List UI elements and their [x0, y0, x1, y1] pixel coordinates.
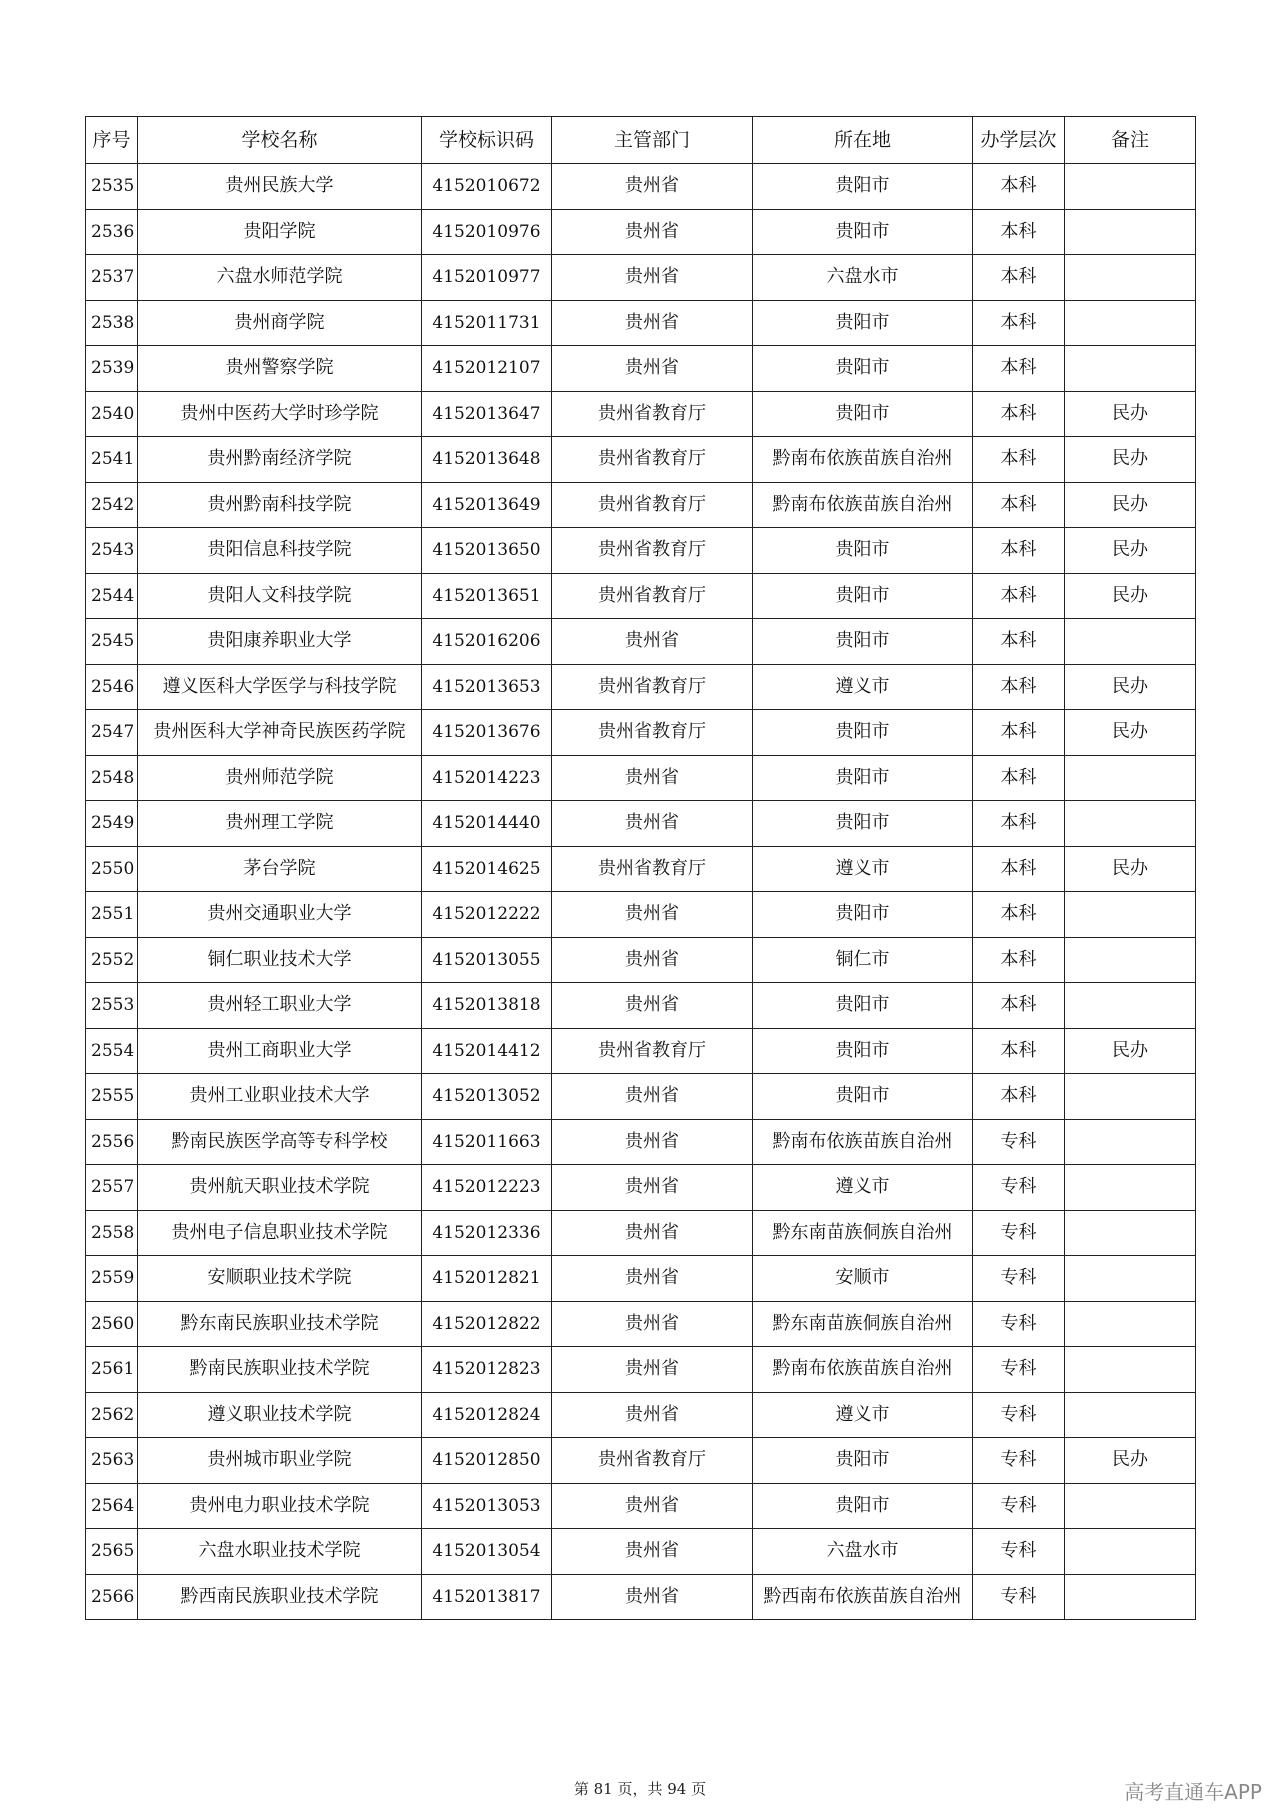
page-footer: 第 81 页，共 94 页 [573, 1780, 707, 1798]
school-code-cell: 4152016206 [422, 619, 552, 665]
row-number-cell: 2556 [86, 1119, 138, 1165]
row-number-cell: 2543 [86, 528, 138, 574]
location-cell: 贵阳市 [753, 346, 973, 392]
level-cell: 本科 [973, 619, 1065, 665]
remark-cell [1065, 1119, 1196, 1165]
table-row [86, 1074, 1196, 1120]
department-cell: 贵州省教育厅 [552, 437, 753, 483]
remark-cell [1065, 892, 1196, 938]
remark-cell [1065, 619, 1196, 665]
table-row [86, 755, 1196, 801]
row-number-cell: 2547 [86, 710, 138, 756]
school-name-cell: 贵阳康养职业大学 [138, 619, 422, 665]
remark-cell [1065, 1483, 1196, 1529]
school-name-cell: 贵阳人文科技学院 [138, 573, 422, 619]
row-number-cell: 2550 [86, 846, 138, 892]
location-cell: 黔西南布依族苗族自治州 [753, 1574, 973, 1620]
remark-cell [1065, 755, 1196, 801]
row-number-cell: 2542 [86, 482, 138, 528]
school-code-cell: 4152012336 [422, 1210, 552, 1256]
row-number-cell: 2553 [86, 983, 138, 1029]
school-name-cell: 贵州师范学院 [138, 755, 422, 801]
row-number-cell: 2555 [86, 1074, 138, 1120]
table-row [86, 801, 1196, 847]
department-cell: 贵州省 [552, 346, 753, 392]
table-row [86, 710, 1196, 756]
school-name-cell: 贵阳信息科技学院 [138, 528, 422, 574]
table-row [86, 573, 1196, 619]
school-name-cell: 六盘水师范学院 [138, 255, 422, 301]
department-cell: 贵州省 [552, 619, 753, 665]
school-code-cell: 4152013651 [422, 573, 552, 619]
department-cell: 贵州省 [552, 1256, 753, 1302]
department-cell: 贵州省 [552, 892, 753, 938]
remark-cell [1065, 255, 1196, 301]
row-number-cell: 2535 [86, 164, 138, 210]
level-cell: 专科 [973, 1483, 1065, 1529]
location-cell: 贵阳市 [753, 573, 973, 619]
table-row [86, 1438, 1196, 1484]
school-code-cell: 4152012223 [422, 1165, 552, 1211]
school-code-cell: 4152012850 [422, 1438, 552, 1484]
location-cell: 贵阳市 [753, 755, 973, 801]
department-cell: 贵州省教育厅 [552, 391, 753, 437]
department-cell: 贵州省 [552, 255, 753, 301]
row-number-cell: 2566 [86, 1574, 138, 1620]
table-row [86, 1529, 1196, 1575]
level-cell: 本科 [973, 755, 1065, 801]
level-cell: 本科 [973, 710, 1065, 756]
table-row [86, 164, 1196, 210]
school-code-cell: 4152013053 [422, 1483, 552, 1529]
level-cell: 专科 [973, 1256, 1065, 1302]
remark-cell [1065, 937, 1196, 983]
table-row [86, 1119, 1196, 1165]
remark-cell [1065, 1392, 1196, 1438]
row-number-cell: 2559 [86, 1256, 138, 1302]
school-code-cell: 4152010672 [422, 164, 552, 210]
level-cell: 本科 [973, 1074, 1065, 1120]
level-cell: 本科 [973, 573, 1065, 619]
location-cell: 遵义市 [753, 1165, 973, 1211]
table-row [86, 1347, 1196, 1393]
row-number-cell: 2546 [86, 664, 138, 710]
level-cell: 专科 [973, 1574, 1065, 1620]
school-name-cell: 贵州城市职业学院 [138, 1438, 422, 1484]
remark-cell: 民办 [1065, 528, 1196, 574]
level-cell: 本科 [973, 164, 1065, 210]
remark-cell [1065, 801, 1196, 847]
school-name-cell: 黔南民族职业技术学院 [138, 1347, 422, 1393]
level-cell: 本科 [973, 846, 1065, 892]
location-cell: 黔南布依族苗族自治州 [753, 437, 973, 483]
row-number-cell: 2544 [86, 573, 138, 619]
school-name-cell: 铜仁职业技术大学 [138, 937, 422, 983]
location-cell: 贵阳市 [753, 801, 973, 847]
level-cell: 本科 [973, 300, 1065, 346]
column-header: 学校标识码 [422, 117, 552, 164]
department-cell: 贵州省 [552, 300, 753, 346]
level-cell: 本科 [973, 437, 1065, 483]
row-number-cell: 2551 [86, 892, 138, 938]
level-cell: 本科 [973, 255, 1065, 301]
location-cell: 贵阳市 [753, 391, 973, 437]
location-cell: 贵阳市 [753, 1438, 973, 1484]
table-row [86, 1574, 1196, 1620]
table-row [86, 346, 1196, 392]
location-cell: 铜仁市 [753, 937, 973, 983]
column-header: 主管部门 [552, 117, 753, 164]
location-cell: 黔东南苗族侗族自治州 [753, 1301, 973, 1347]
location-cell: 贵阳市 [753, 1483, 973, 1529]
level-cell: 本科 [973, 983, 1065, 1029]
school-name-cell: 贵州工商职业大学 [138, 1028, 422, 1074]
school-code-cell: 4152013648 [422, 437, 552, 483]
remark-cell [1065, 1529, 1196, 1575]
school-code-cell: 4152014223 [422, 755, 552, 801]
department-cell: 贵州省 [552, 983, 753, 1029]
department-cell: 贵州省 [552, 1165, 753, 1211]
location-cell: 遵义市 [753, 846, 973, 892]
school-code-cell: 4152013055 [422, 937, 552, 983]
location-cell: 遵义市 [753, 1392, 973, 1438]
table-body [86, 164, 1196, 1620]
school-code-cell: 4152014625 [422, 846, 552, 892]
column-header: 备注 [1065, 117, 1196, 164]
department-cell: 贵州省 [552, 937, 753, 983]
school-table [85, 116, 1196, 1620]
school-name-cell: 贵州电子信息职业技术学院 [138, 1210, 422, 1256]
school-code-cell: 4152013818 [422, 983, 552, 1029]
remark-cell [1065, 300, 1196, 346]
table-row [86, 1165, 1196, 1211]
school-name-cell: 贵州轻工职业大学 [138, 983, 422, 1029]
table-row [86, 1392, 1196, 1438]
remark-cell [1065, 1347, 1196, 1393]
level-cell: 本科 [973, 209, 1065, 255]
row-number-cell: 2562 [86, 1392, 138, 1438]
school-name-cell: 贵州黔南经济学院 [138, 437, 422, 483]
school-name-cell: 贵州电力职业技术学院 [138, 1483, 422, 1529]
level-cell: 专科 [973, 1529, 1065, 1575]
department-cell: 贵州省 [552, 164, 753, 210]
row-number-cell: 2563 [86, 1438, 138, 1484]
row-number-cell: 2537 [86, 255, 138, 301]
remark-cell [1065, 1074, 1196, 1120]
column-header: 学校名称 [138, 117, 422, 164]
school-code-cell: 4152011663 [422, 1119, 552, 1165]
remark-cell: 民办 [1065, 846, 1196, 892]
school-code-cell: 4152011731 [422, 300, 552, 346]
remark-cell: 民办 [1065, 1028, 1196, 1074]
level-cell: 本科 [973, 482, 1065, 528]
table-row [86, 391, 1196, 437]
school-code-cell: 4152012822 [422, 1301, 552, 1347]
remark-cell [1065, 1256, 1196, 1302]
department-cell: 贵州省 [552, 1347, 753, 1393]
location-cell: 黔南布依族苗族自治州 [753, 1347, 973, 1393]
school-code-cell: 4152013676 [422, 710, 552, 756]
school-name-cell: 贵州警察学院 [138, 346, 422, 392]
remark-cell: 民办 [1065, 710, 1196, 756]
school-name-cell: 贵州理工学院 [138, 801, 422, 847]
table-row [86, 209, 1196, 255]
level-cell: 专科 [973, 1301, 1065, 1347]
table-row [86, 983, 1196, 1029]
school-name-cell: 贵州黔南科技学院 [138, 482, 422, 528]
row-number-cell: 2564 [86, 1483, 138, 1529]
department-cell: 贵州省教育厅 [552, 573, 753, 619]
department-cell: 贵州省 [552, 1210, 753, 1256]
row-number-cell: 2565 [86, 1529, 138, 1575]
row-number-cell: 2560 [86, 1301, 138, 1347]
department-cell: 贵州省教育厅 [552, 664, 753, 710]
school-code-cell: 4152013650 [422, 528, 552, 574]
location-cell: 贵阳市 [753, 164, 973, 210]
department-cell: 贵州省教育厅 [552, 710, 753, 756]
department-cell: 贵州省 [552, 1301, 753, 1347]
school-code-cell: 4152013647 [422, 391, 552, 437]
location-cell: 贵阳市 [753, 209, 973, 255]
level-cell: 专科 [973, 1165, 1065, 1211]
school-name-cell: 贵阳学院 [138, 209, 422, 255]
school-name-cell: 遵义医科大学医学与科技学院 [138, 664, 422, 710]
row-number-cell: 2545 [86, 619, 138, 665]
remark-cell [1065, 1210, 1196, 1256]
table-row [86, 664, 1196, 710]
remark-cell [1065, 983, 1196, 1029]
remark-cell: 民办 [1065, 482, 1196, 528]
school-code-cell: 4152012823 [422, 1347, 552, 1393]
row-number-cell: 2540 [86, 391, 138, 437]
remark-cell [1065, 209, 1196, 255]
level-cell: 专科 [973, 1210, 1065, 1256]
location-cell: 黔东南苗族侗族自治州 [753, 1210, 973, 1256]
row-number-cell: 2548 [86, 755, 138, 801]
level-cell: 专科 [973, 1119, 1065, 1165]
row-number-cell: 2557 [86, 1165, 138, 1211]
remark-cell: 民办 [1065, 437, 1196, 483]
department-cell: 贵州省教育厅 [552, 528, 753, 574]
row-number-cell: 2554 [86, 1028, 138, 1074]
table-row [86, 1483, 1196, 1529]
school-code-cell: 4152012222 [422, 892, 552, 938]
remark-cell [1065, 1574, 1196, 1620]
table-row [86, 528, 1196, 574]
location-cell: 六盘水市 [753, 255, 973, 301]
school-name-cell: 黔东南民族职业技术学院 [138, 1301, 422, 1347]
school-code-cell: 4152010977 [422, 255, 552, 301]
location-cell: 六盘水市 [753, 1529, 973, 1575]
school-name-cell: 贵州交通职业大学 [138, 892, 422, 938]
remark-cell [1065, 1301, 1196, 1347]
column-header: 序号 [86, 117, 138, 164]
department-cell: 贵州省 [552, 1529, 753, 1575]
table-row [86, 437, 1196, 483]
watermark: 高考直通车APP [1124, 1780, 1262, 1804]
school-code-cell: 4152013649 [422, 482, 552, 528]
remark-cell [1065, 1165, 1196, 1211]
location-cell: 贵阳市 [753, 528, 973, 574]
remark-cell [1065, 346, 1196, 392]
department-cell: 贵州省 [552, 1483, 753, 1529]
table-row [86, 1210, 1196, 1256]
location-cell: 安顺市 [753, 1256, 973, 1302]
remark-cell [1065, 164, 1196, 210]
location-cell: 贵阳市 [753, 1028, 973, 1074]
department-cell: 贵州省 [552, 755, 753, 801]
row-number-cell: 2558 [86, 1210, 138, 1256]
department-cell: 贵州省教育厅 [552, 1438, 753, 1484]
department-cell: 贵州省 [552, 1074, 753, 1120]
school-name-cell: 贵州工业职业技术大学 [138, 1074, 422, 1120]
school-name-cell: 贵州商学院 [138, 300, 422, 346]
school-code-cell: 4152012824 [422, 1392, 552, 1438]
remark-cell: 民办 [1065, 391, 1196, 437]
level-cell: 本科 [973, 937, 1065, 983]
column-header: 所在地 [753, 117, 973, 164]
school-code-cell: 4152012107 [422, 346, 552, 392]
school-name-cell: 贵州民族大学 [138, 164, 422, 210]
table-header-row [86, 117, 1196, 164]
school-name-cell: 遵义职业技术学院 [138, 1392, 422, 1438]
location-cell: 贵阳市 [753, 710, 973, 756]
school-name-cell: 茅台学院 [138, 846, 422, 892]
level-cell: 专科 [973, 1392, 1065, 1438]
table-row [86, 300, 1196, 346]
location-cell: 贵阳市 [753, 1074, 973, 1120]
table-row [86, 1028, 1196, 1074]
school-code-cell: 4152012821 [422, 1256, 552, 1302]
level-cell: 专科 [973, 1347, 1065, 1393]
school-name-cell: 黔西南民族职业技术学院 [138, 1574, 422, 1620]
school-name-cell: 六盘水职业技术学院 [138, 1529, 422, 1575]
school-name-cell: 安顺职业技术学院 [138, 1256, 422, 1302]
level-cell: 专科 [973, 1438, 1065, 1484]
row-number-cell: 2541 [86, 437, 138, 483]
remark-cell: 民办 [1065, 1438, 1196, 1484]
department-cell: 贵州省教育厅 [552, 482, 753, 528]
table-row [86, 255, 1196, 301]
remark-cell: 民办 [1065, 664, 1196, 710]
level-cell: 本科 [973, 346, 1065, 392]
level-cell: 本科 [973, 1028, 1065, 1074]
location-cell: 黔南布依族苗族自治州 [753, 482, 973, 528]
location-cell: 黔南布依族苗族自治州 [753, 1119, 973, 1165]
department-cell: 贵州省教育厅 [552, 1028, 753, 1074]
level-cell: 本科 [973, 892, 1065, 938]
row-number-cell: 2561 [86, 1347, 138, 1393]
department-cell: 贵州省 [552, 209, 753, 255]
row-number-cell: 2536 [86, 209, 138, 255]
level-cell: 本科 [973, 801, 1065, 847]
location-cell: 贵阳市 [753, 892, 973, 938]
level-cell: 本科 [973, 391, 1065, 437]
table-row [86, 482, 1196, 528]
column-header: 办学层次 [973, 117, 1065, 164]
row-number-cell: 2549 [86, 801, 138, 847]
location-cell: 遵义市 [753, 664, 973, 710]
school-code-cell: 4152014412 [422, 1028, 552, 1074]
school-code-cell: 4152013052 [422, 1074, 552, 1120]
department-cell: 贵州省 [552, 801, 753, 847]
level-cell: 本科 [973, 528, 1065, 574]
table-row [86, 1256, 1196, 1302]
department-cell: 贵州省 [552, 1392, 753, 1438]
school-name-cell: 贵州医科大学神奇民族医药学院 [138, 710, 422, 756]
table-row [86, 1301, 1196, 1347]
table-row [86, 619, 1196, 665]
location-cell: 贵阳市 [753, 619, 973, 665]
school-name-cell: 贵州航天职业技术学院 [138, 1165, 422, 1211]
table-row [86, 892, 1196, 938]
remark-cell: 民办 [1065, 573, 1196, 619]
department-cell: 贵州省教育厅 [552, 846, 753, 892]
school-code-cell: 4152010976 [422, 209, 552, 255]
table-row [86, 846, 1196, 892]
school-name-cell: 黔南民族医学高等专科学校 [138, 1119, 422, 1165]
row-number-cell: 2552 [86, 937, 138, 983]
department-cell: 贵州省 [552, 1574, 753, 1620]
row-number-cell: 2538 [86, 300, 138, 346]
department-cell: 贵州省 [552, 1119, 753, 1165]
location-cell: 贵阳市 [753, 300, 973, 346]
school-code-cell: 4152013653 [422, 664, 552, 710]
location-cell: 贵阳市 [753, 983, 973, 1029]
school-code-cell: 4152013817 [422, 1574, 552, 1620]
school-code-cell: 4152013054 [422, 1529, 552, 1575]
level-cell: 本科 [973, 664, 1065, 710]
school-code-cell: 4152014440 [422, 801, 552, 847]
row-number-cell: 2539 [86, 346, 138, 392]
school-name-cell: 贵州中医药大学时珍学院 [138, 391, 422, 437]
table-row [86, 937, 1196, 983]
